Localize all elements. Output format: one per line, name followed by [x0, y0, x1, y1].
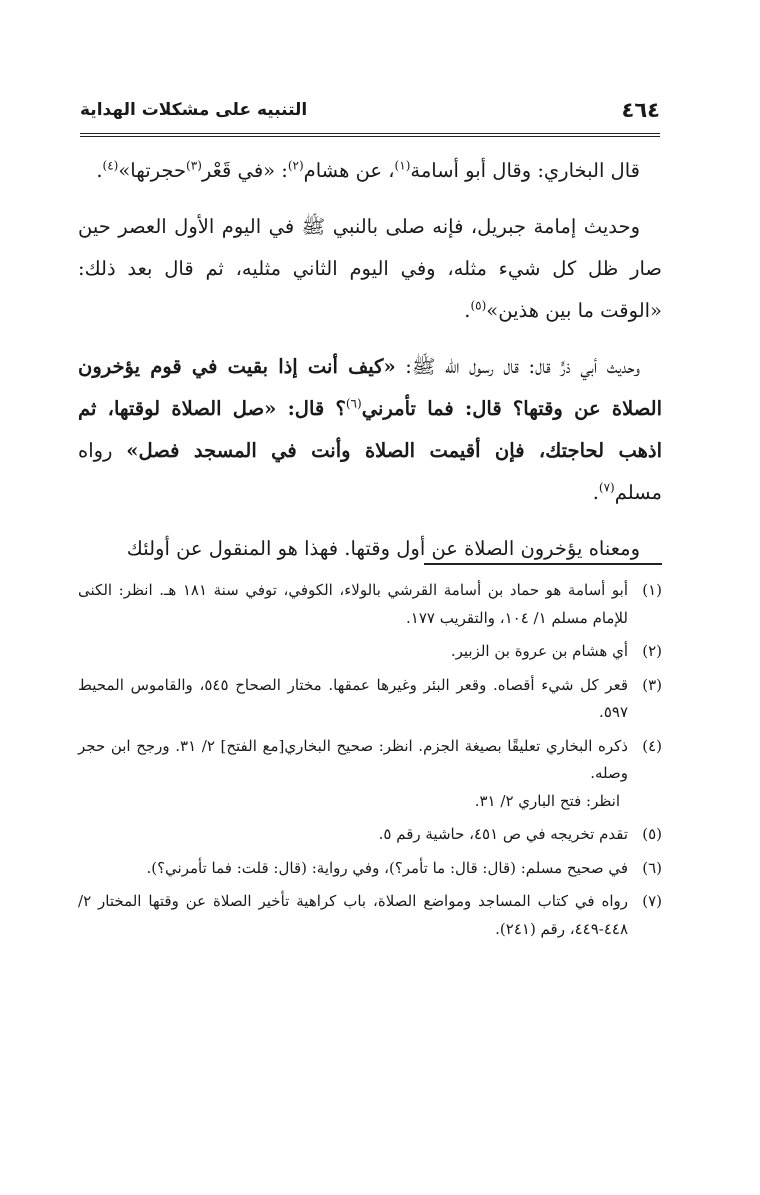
footnote-ref: (٢): [287, 158, 304, 173]
footnote-line: تقدم تخريجه في ص ٤٥١، حاشية رقم ٥.: [378, 825, 628, 843]
footnote-separator: [424, 563, 662, 565]
text-run: ، عن هشام: [303, 159, 395, 182]
paragraph: [78, 346, 662, 514]
footnote-ref: (٧): [598, 480, 615, 495]
main-text: [78, 150, 662, 570]
footnote-line: في صحيح مسلم: (قال: قال: ما تأمر؟)، وفي رواية: (قال: قلت: فما تأمرني؟).: [146, 858, 628, 877]
text-run: قال البخاري: وقال أبو أسامة: [410, 159, 640, 182]
page-number: ٤٦٤: [621, 98, 660, 122]
footnote: [78, 821, 662, 849]
footnote: [78, 638, 662, 666]
footnote-text: [78, 888, 628, 943]
text-run: رواه مسلم: [78, 439, 662, 504]
footnote: [78, 672, 662, 727]
text-run: حجرتها»: [118, 159, 187, 182]
footnote-text: [78, 672, 628, 727]
footnote-line: رواه في كتاب المساجد ومواضع الصلاة، باب كراهية تأخير الصلاة عن وقتها المختار ٢/ ٤٤٨-٤٤٩، رقم (٢٤١).: [78, 892, 628, 938]
book-title: التنبيه على مشكلات الهداية: [80, 100, 308, 120]
text-run: وحديث أبي ذرٍّ قال: قال رسول الله ﷺ:: [395, 355, 640, 378]
footnote-line: ذكره البخاري تعليقًا بصيغة الجزم. انظر: صحيح البخاري[مع الفتح] ٢/ ٣١. ورجح ابن حجر وصله.: [78, 736, 628, 782]
footnote: [78, 888, 662, 943]
footnote-number: (٦): [642, 858, 662, 877]
footnote-text: [78, 733, 628, 816]
footnote-number: (٧): [642, 892, 662, 910]
footnote-number: (٢): [642, 642, 662, 660]
paragraph: [78, 150, 662, 192]
footnote-line: أي هشام بن عروة بن الزبير.: [450, 642, 628, 660]
footnote-number: (٤): [642, 736, 662, 755]
footnote-ref: (٣): [186, 158, 202, 173]
text-run: : «في قَعْر: [201, 159, 288, 182]
footnotes: [78, 577, 662, 949]
footnote-number: (١): [642, 581, 662, 599]
footnote-text: [78, 638, 628, 666]
paragraph: [78, 206, 662, 332]
footnote: [78, 577, 662, 632]
text-run: وحديث إمامة جبريل، فإنه صلى بالنبي ﷺ في اليوم الأول العصر حين صار ظل كل شيء مثله، وفي اليوم الثاني مثليه، ثم قال بعد ذلك: «الوقت ما بين هذين»: [78, 215, 662, 322]
footnote-text: [78, 577, 628, 632]
header-rule: [80, 133, 660, 137]
footnote-text: [78, 855, 628, 883]
footnote-number: (٥): [642, 825, 662, 843]
footnote-text: [78, 821, 628, 849]
footnote-number: (٣): [642, 675, 662, 694]
text-run: ومعناه يؤخرون الصلاة عن أول وقتها. فهذا هو المنقول عن أولئك: [126, 537, 640, 560]
footnote: [78, 733, 662, 816]
footnote-line: قعر كل شيء أقصاه. وقعر البئر وغيرها عمقها. مختار الصحاح ٥٤٥، والقاموس المحيط ٥٩٧.: [78, 675, 628, 721]
footnote-ref: (٤): [102, 158, 119, 173]
footnote-line: أبو أسامة هو حماد بن أسامة القرشي بالولاء، الكوفي، توفي سنة ١٨١ هـ. انظر: الكنى للإمام مسلم ١/ ١٠٤، والتقريب ١٧٧.: [78, 581, 628, 627]
text-run: .: [464, 299, 471, 322]
text-run: .: [96, 159, 103, 182]
footnote-ref: (٦): [345, 396, 362, 411]
footnote-ref: (١): [394, 158, 411, 173]
footnote-ref: (٥): [470, 298, 487, 313]
running-header: [80, 100, 660, 130]
hadith-text: «كيف أنت إذا بقيت في قوم يؤخرون الصلاة عن وقتها؟ قال: فما تأمرني: [78, 355, 662, 420]
text-run: .: [592, 481, 599, 504]
hadith-text: ؟ قال: «صل الصلاة لوقتها، ثم اذهب لحاجتك، فإن أقيمت الصلاة وأنت في المسجد فصل»: [78, 397, 662, 462]
footnote: [78, 855, 662, 883]
footnote-line: انظر: فتح الباري ٢/ ٣١.: [474, 791, 620, 810]
